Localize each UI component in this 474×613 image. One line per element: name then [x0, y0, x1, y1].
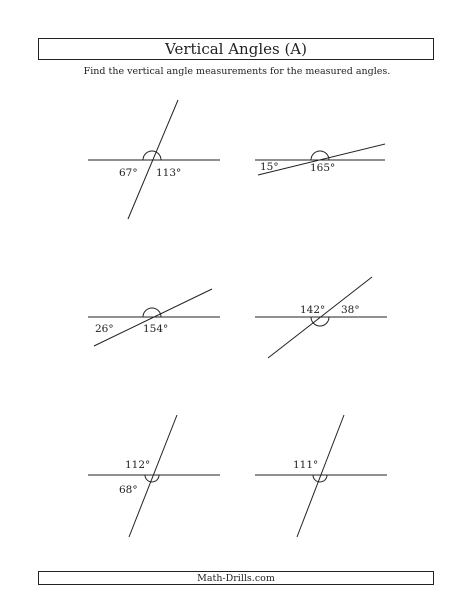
problem-1-angle-arc	[143, 151, 161, 160]
problem-1-diagram	[88, 100, 220, 219]
instructions-text: Find the vertical angle measurements for the measured angles.	[83, 66, 391, 77]
problem-4-angle-arc	[311, 317, 329, 326]
problem-1-label-2: 113°	[156, 167, 182, 179]
problem-3-label-1: 26°	[95, 323, 114, 335]
problem-4-label-2: 38°	[341, 304, 360, 316]
worksheet-title: Vertical Angles (A)	[38, 38, 434, 60]
problem-1-label-1: 67°	[119, 167, 138, 179]
problem-6-label-1: 111°	[293, 459, 319, 471]
problem-5-label-2: 68°	[119, 484, 138, 496]
problem-3-label-2: 154°	[143, 323, 169, 335]
problem-3-angle-arc	[143, 308, 161, 317]
problem-6-diagram	[255, 415, 387, 537]
problem-6-transversal	[297, 415, 344, 537]
problem-2-label-1: 15°	[260, 161, 279, 173]
problem-3-diagram	[88, 289, 220, 346]
problem-5-transversal	[129, 415, 177, 537]
problem-5-label-1: 112°	[125, 459, 151, 471]
problem-4-diagram	[255, 277, 387, 358]
footer-site-name: Math-Drills.com	[38, 571, 434, 585]
problem-4-label-1: 142°	[300, 304, 326, 316]
problem-2-label-2: 165°	[310, 162, 336, 174]
problem-5-diagram	[88, 415, 220, 537]
